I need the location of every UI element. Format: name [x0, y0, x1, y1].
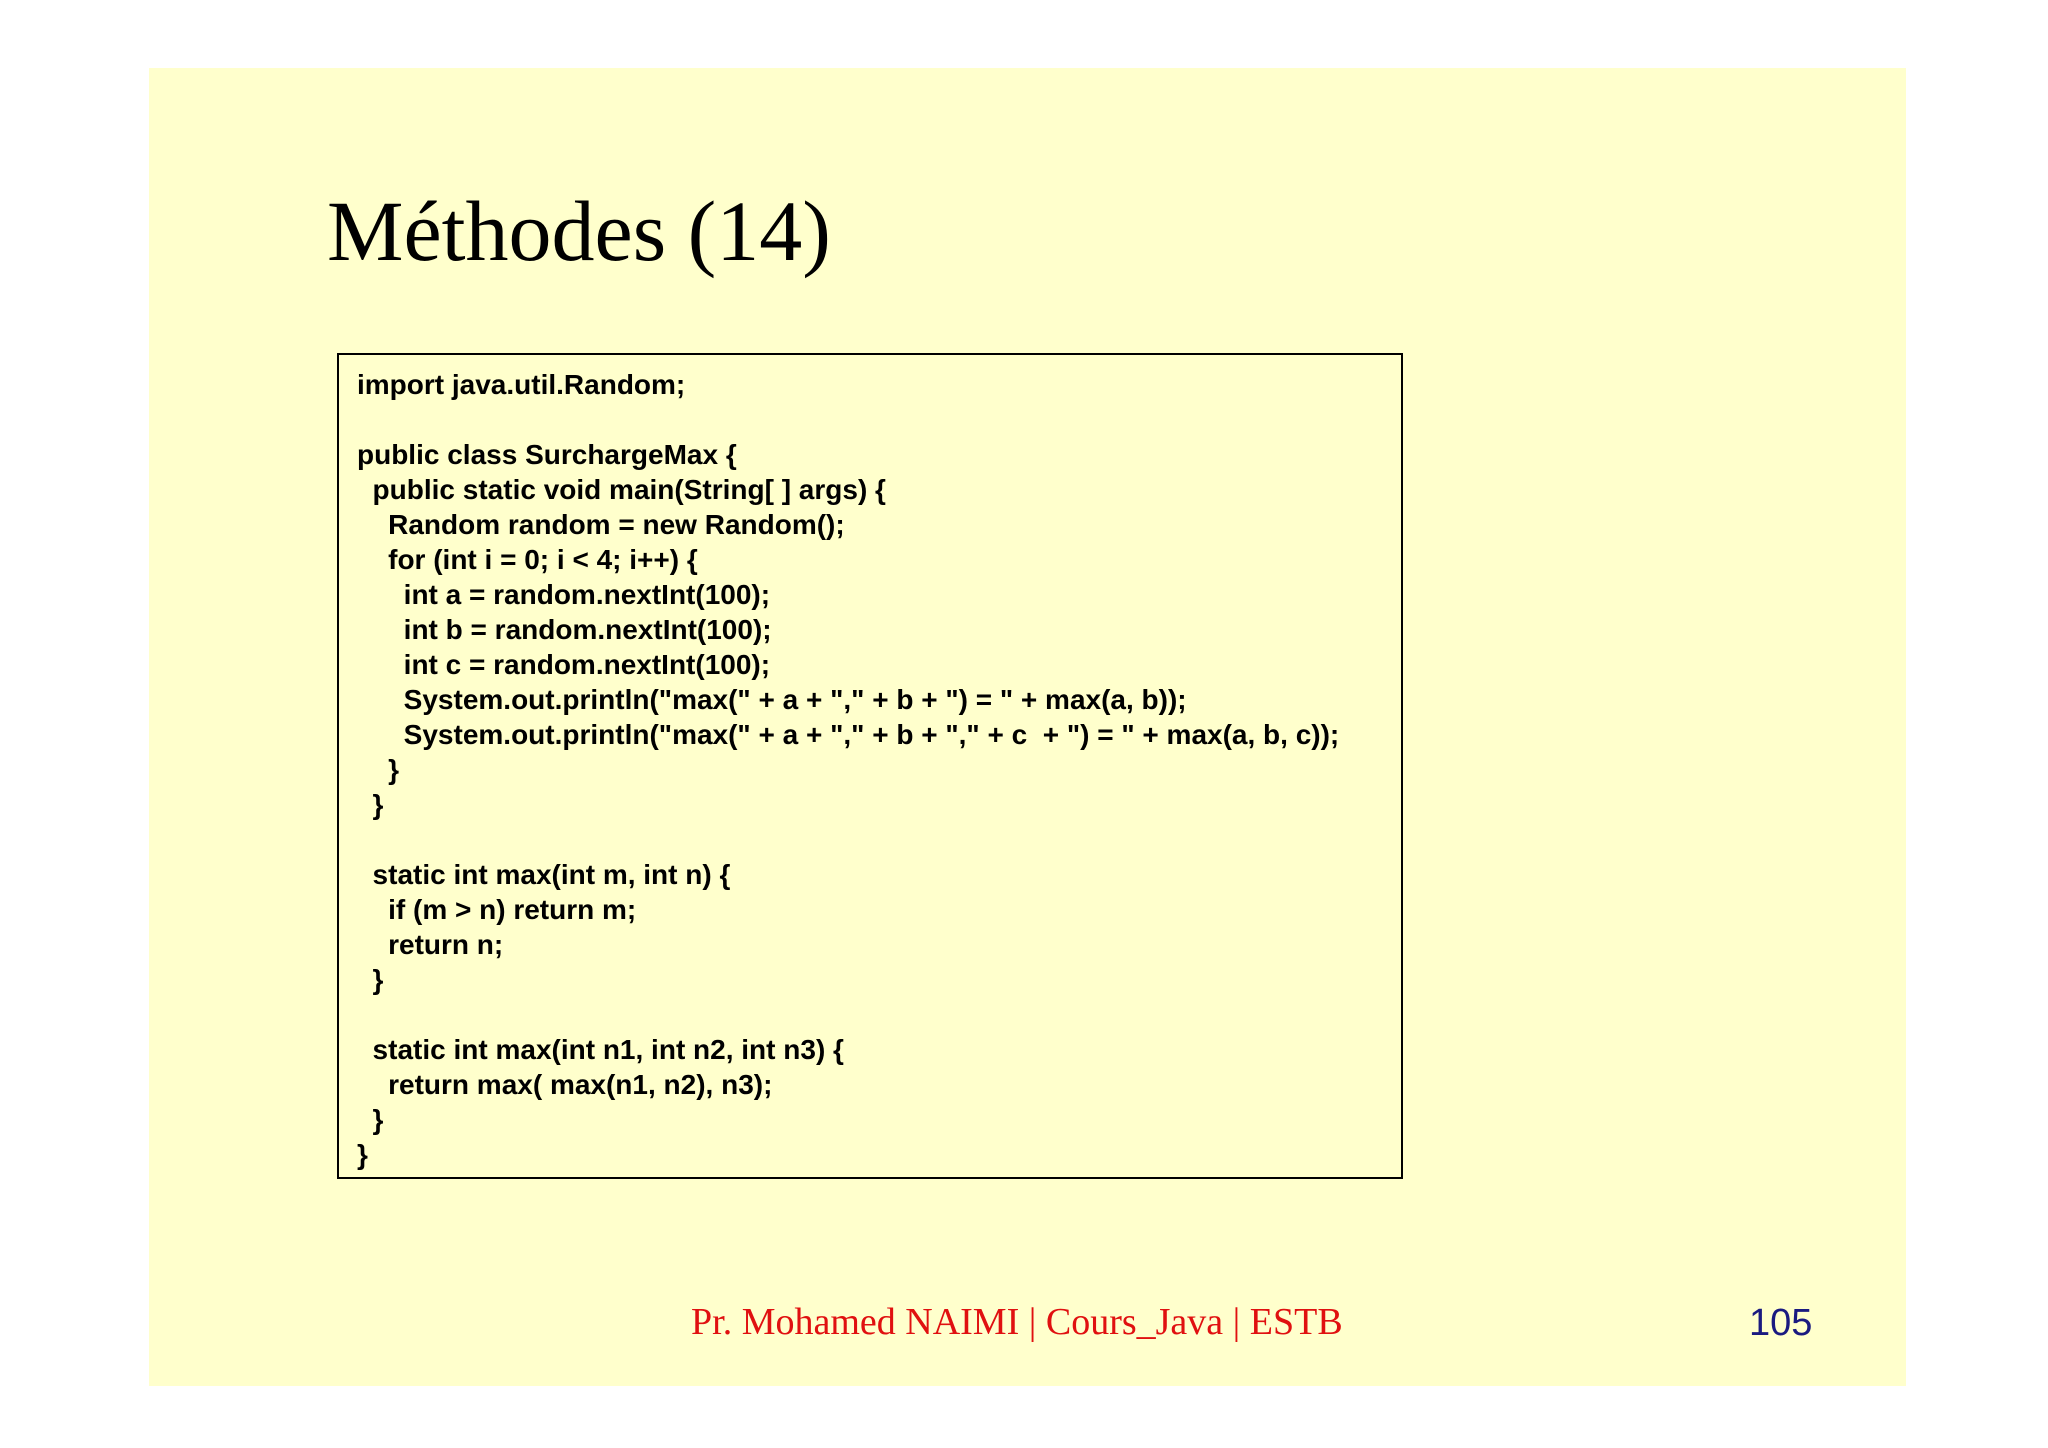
code-line [357, 402, 1401, 437]
code-line: Random random = new Random(); [357, 509, 845, 540]
code-line: } [357, 1104, 384, 1135]
code-line: if (m > n) return m; [357, 894, 637, 925]
code-line: return n; [357, 929, 504, 960]
code-line: for (int i = 0; i < 4; i++) { [357, 544, 698, 575]
slide [149, 68, 1906, 1386]
code-line: static int max(int m, int n) { [357, 859, 731, 890]
page-number: 105 [1749, 1302, 1813, 1344]
code-line: } [357, 1139, 368, 1170]
code-line: public class SurchargeMax { [357, 439, 737, 470]
code-line: return max( max(n1, n2), n3); [357, 1069, 773, 1100]
code-line: import java.util.Random; [357, 369, 686, 400]
slide-footer: Pr. Mohamed NAIMI | Cours_Java | ESTB [691, 1301, 1343, 1343]
code-line: System.out.println("max(" + a + "," + b + "," + c + ") = " + max(a, b, c)); [357, 719, 1340, 750]
code-line: int b = random.nextInt(100); [357, 614, 772, 645]
code-line: } [357, 754, 400, 785]
code-line: } [357, 789, 384, 820]
slide-title: Méthodes (14) [327, 183, 831, 279]
code-line [357, 997, 1401, 1032]
code-line [357, 822, 1401, 857]
code-line: } [357, 964, 384, 995]
code-block [337, 353, 1403, 1179]
code-line: static int max(int n1, int n2, int n3) { [357, 1034, 844, 1065]
code-line: int a = random.nextInt(100); [357, 579, 771, 610]
code-line: int c = random.nextInt(100); [357, 649, 771, 680]
code-line: public static void main(String[ ] args) { [357, 474, 886, 505]
code-line: System.out.println("max(" + a + "," + b + ") = " + max(a, b)); [357, 684, 1187, 715]
